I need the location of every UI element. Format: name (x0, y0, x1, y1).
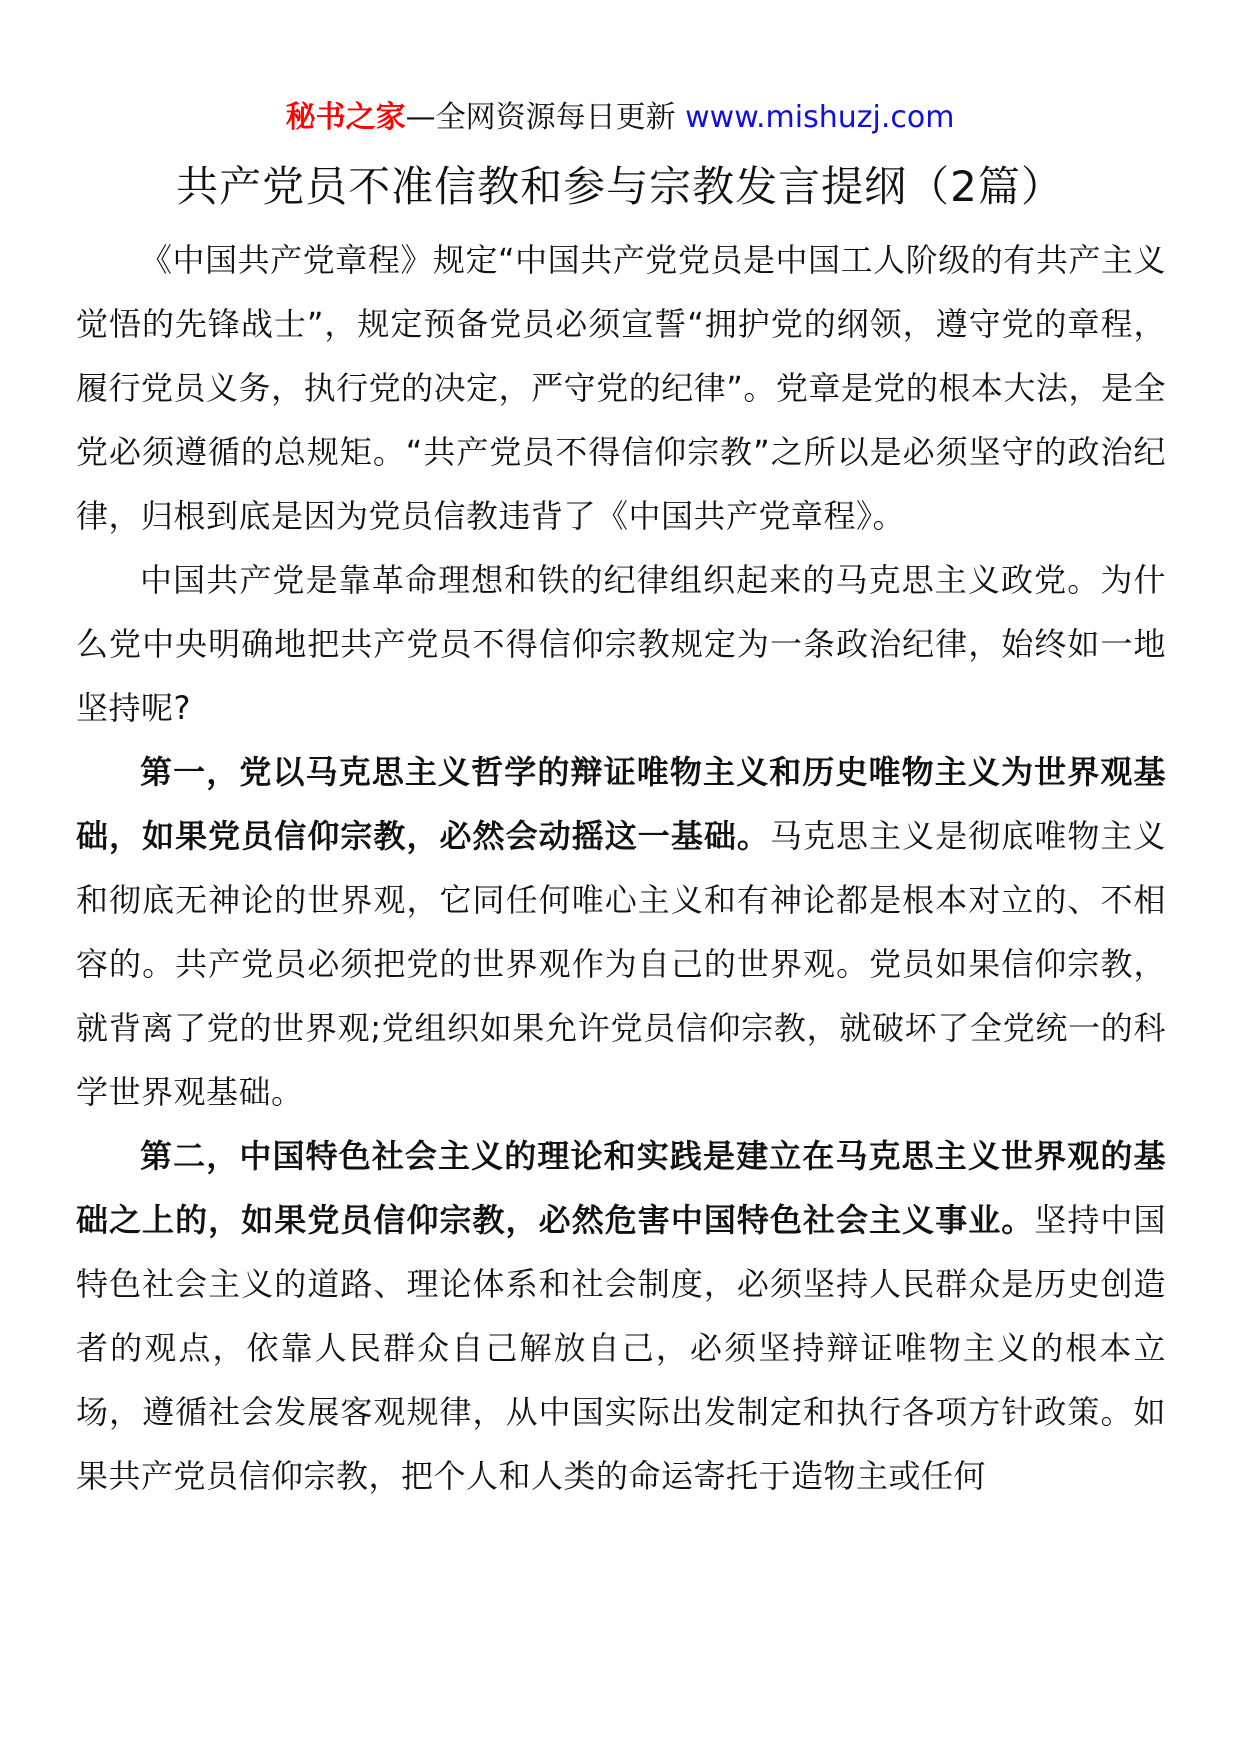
site-header (0, 98, 1240, 138)
paragraph-1-text: 《中国共产党章程》规定“中国共产党党员是中国工人阶级的有共产主义觉悟的先锋战士”，规定预备党员必须宣誓“拥护党的纲领，遵守党的章程，履行党员义务，执行党的决定，严守党的纪律”。党章是党的根本大法，是全党必须遵循的总规矩。“共产党员不得信仰宗教”之所以是必须坚守的政治纪律，归根到底是因为党员信教违背了《中国共产党章程》。 (76, 241, 1166, 535)
site-url-link[interactable]: www.mishuzj.com (685, 100, 955, 135)
site-tagline: —全网资源每日更新 (405, 100, 686, 135)
paragraph-4-lead: 第二，中国特色社会主义的理论和实践是建立在马克思主义世界观的基础之上的，如果党员信仰宗教，必然危害中国特色社会主义事业。 (76, 1137, 1166, 1239)
paragraph-4 (76, 1124, 1166, 1508)
paragraph-3 (76, 740, 1166, 1124)
paragraph-4-text: 坚持中国特色社会主义的道路、理论体系和社会制度，必须坚持人民群众是历史创造者的观点，依靠人民群众自己解放自己，必须坚持辩证唯物主义的根本立场，遵循社会发展客观规律，从中国实际出发制定和执行各项方针政策。如果共产党员信仰宗教，把个人和人类的命运寄托于造物主或任何 (76, 1201, 1166, 1495)
paragraph-1 (76, 228, 1166, 548)
paragraph-3-lead: 第一，党以马克思主义哲学的辩证唯物主义和历史唯物主义为世界观基础，如果党员信仰宗教，必然会动摇这一基础。 (76, 753, 1166, 855)
paragraph-2 (76, 548, 1166, 740)
document-title: 共产党员不准信教和参与宗教发言提纲（2篇） (176, 162, 1064, 211)
paragraph-3-text: 马克思主义是彻底唯物主义和彻底无神论的世界观，它同任何唯心主义和有神论都是根本对立的、不相容的。共产党员必须把党的世界观作为自己的世界观。党员如果信仰宗教，就背离了党的世界观;党组织如果允许党员信仰宗教，就破坏了全党统一的科学世界观基础。 (76, 817, 1166, 1111)
document-body (76, 228, 1166, 1508)
paragraph-2-text: 中国共产党是靠革命理想和铁的纪律组织起来的马克思主义政党。为什么党中央明确地把共产党员不得信仰宗教规定为一条政治纪律，始终如一地坚持呢? (76, 561, 1166, 727)
site-brand: 秘书之家 (285, 100, 406, 135)
